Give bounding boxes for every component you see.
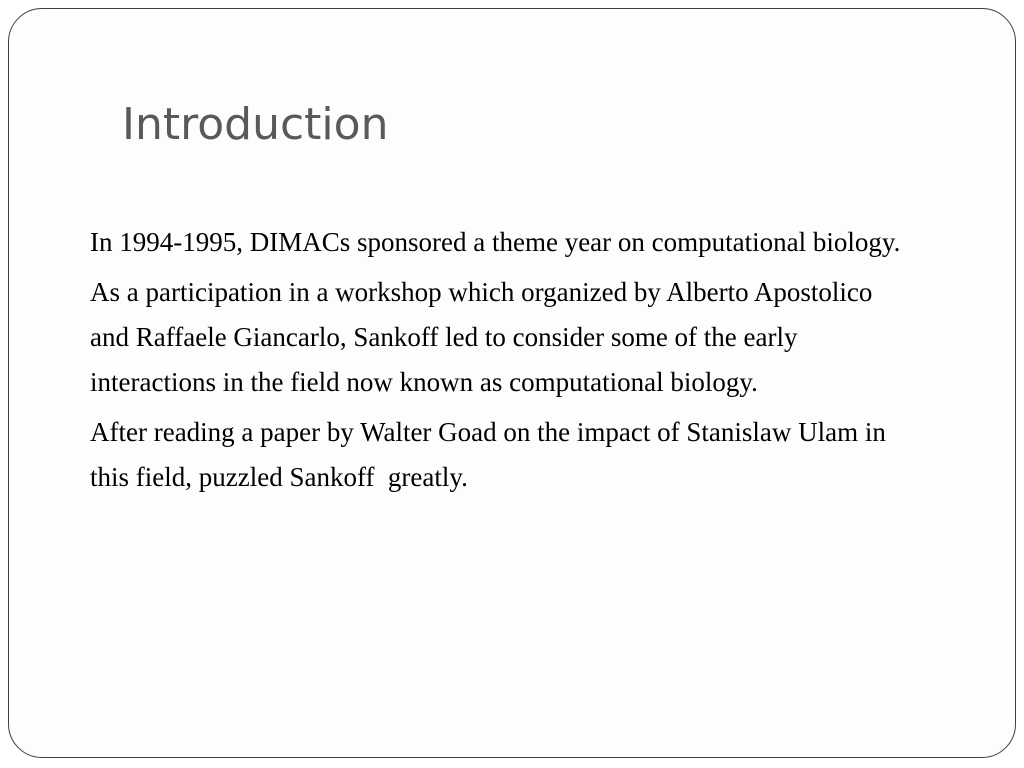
slide-frame: [8, 8, 1016, 758]
body-paragraph-2: As a participation in a workshop which organized by Alberto Apostolico and Raffaele Giancarlo, Sankoff led to consider some of the early interactions in the field now known as computational biology.: [90, 277, 880, 397]
body-paragraph-3: After reading a paper by Walter Goad on the impact of Stanislaw Ulam in this field, puzzled Sankoff greatly.: [90, 417, 893, 492]
body-paragraph-1: In 1994-1995, DIMACs sponsored a theme year on computational biology.: [90, 227, 901, 257]
slide-title: Introduction: [122, 99, 389, 150]
slide-body: [90, 220, 910, 505]
